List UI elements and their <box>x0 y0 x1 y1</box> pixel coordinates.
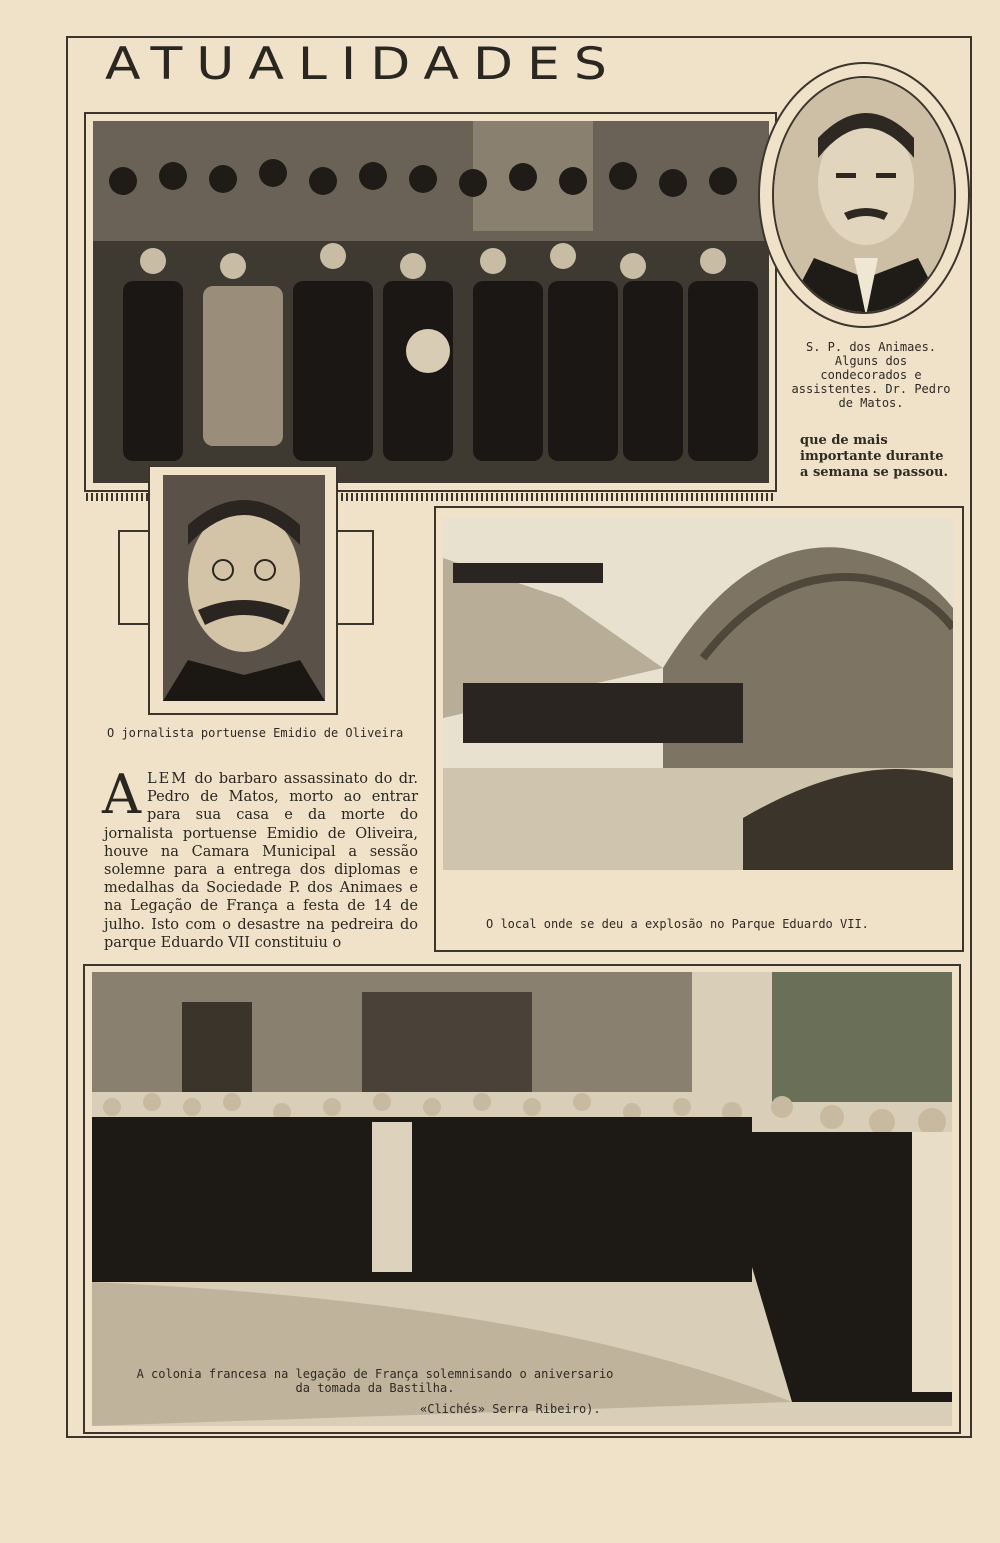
article-text <box>102 763 418 952</box>
article-body: do barbaro assassinato do dr. Pedro de Matos, morto ao entrar para sua casa e da morte do jornalista portuense Emidio de Oliveira, houve na Camara Municipal a sessão solemne para a entrega dos diplomas e medalhas da Sociedade P. dos Animaes e na Legação de França a festa de 14 de julho. Isto com o desastre na pedreira do parque Eduardo VII constituiu o <box>104 771 418 951</box>
dropcap: A <box>102 763 141 826</box>
group-photo-animaes <box>93 121 769 483</box>
group-photo-image <box>93 121 769 483</box>
caption-colonia-1: A colonia francesa na legação de França solemnisando o aniversario <box>136 1367 614 1381</box>
caption-sp-animaes: S. P. dos Animaes. Alguns dos condecorados e assistentes. Dr. Pedro de Matos. <box>791 340 951 410</box>
explosion-image <box>443 518 953 870</box>
page-title: ATUALIDADES <box>105 38 621 90</box>
portrait-pedro-de-matos <box>772 76 956 314</box>
caption-journalist: O jornalista portuense Emidio de Oliveira <box>107 726 404 740</box>
article-smallcaps: LEM <box>147 771 189 787</box>
portrait-emidio-de-oliveira <box>163 475 325 701</box>
colony-image <box>92 972 952 1426</box>
explosion-site-photo <box>443 518 953 870</box>
caption-credit: «Clichés» Serra Ribeiro). <box>420 1402 601 1416</box>
caption-explosion: O local onde se deu a explosão no Parque Eduardo VII. <box>486 917 869 931</box>
caption-colonia-2: da tomada da Bastilha. <box>295 1381 455 1395</box>
journalist-image <box>163 475 325 701</box>
french-colony-photo <box>92 972 952 1426</box>
caption-que-de-mais: que de mais importante durante a semana se passou. <box>800 433 949 480</box>
portrait-image <box>774 78 956 314</box>
